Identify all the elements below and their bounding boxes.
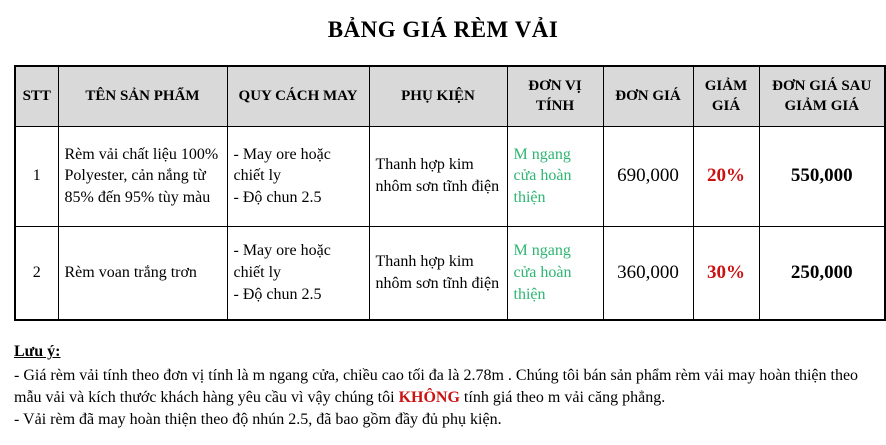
cell-discount: 20% (693, 126, 759, 226)
cell-unit-price: 690,000 (603, 126, 693, 226)
cell-sewing-spec (227, 226, 369, 320)
cell-stt: 2 (15, 226, 58, 320)
cell-product-name: Rèm voan trắng trơn (58, 226, 227, 320)
header-discount: GIẢM GIÁ (693, 66, 759, 126)
table-header-row (15, 66, 885, 126)
price-table (14, 65, 886, 321)
cell-stt: 1 (15, 126, 58, 226)
cell-product-name: Rèm vải chất liệu 100% Polyester, cản nắng từ 85% đến 95% tùy màu (58, 126, 227, 226)
header-unit-price: ĐƠN GIÁ (603, 66, 693, 126)
table-row (15, 226, 885, 320)
note-line-1 (14, 365, 876, 409)
cell-price-after-discount: 250,000 (759, 226, 885, 320)
cell-discount: 30% (693, 226, 759, 320)
cell-accessories: Thanh hợp kim nhôm sơn tĩnh điện (369, 226, 507, 320)
note-line-2: - Vải rèm đã may hoàn thiện theo độ nhún 2.5, đã bao gồm đầy đủ phụ kiện. (14, 411, 502, 429)
header-stt: STT (15, 66, 58, 126)
page-title: BẢNG GIÁ RÈM VẢI (327, 17, 559, 42)
cell-unit-price: 360,000 (603, 226, 693, 320)
header-unit: ĐƠN VỊ TÍNH (507, 66, 603, 126)
header-accessories: PHỤ KIỆN (369, 66, 507, 126)
cell-unit: M ngang cửa hoàn thiện (507, 226, 603, 320)
header-sewing-spec: QUY CÁCH MAY (227, 66, 369, 126)
spec-line: - May ore hoặc chiết ly (233, 145, 331, 185)
table-row (15, 126, 885, 226)
spec-line: - Độ chun 2.5 (233, 188, 322, 206)
notes-heading: Lưu ý: (14, 343, 61, 360)
cell-accessories: Thanh hợp kim nhôm sơn tĩnh điện (369, 126, 507, 226)
spec-line: - Độ chun 2.5 (233, 285, 322, 303)
spec-line: - May ore hoặc chiết ly (233, 242, 331, 281)
cell-sewing-spec (227, 126, 369, 226)
note-highlight-khong: KHÔNG (398, 389, 460, 407)
note-text: tính giá theo m vải căng phẳng. (459, 389, 666, 407)
cell-price-after-discount: 550,000 (759, 126, 885, 226)
notes-section (14, 341, 876, 431)
header-price-after-discount: ĐƠN GIÁ SAU GIẢM GIÁ (759, 66, 885, 126)
cell-unit: M ngang cửa hoàn thiện (507, 126, 603, 226)
header-product-name: TÊN SẢN PHẨM (58, 66, 227, 126)
note-text: - Giá rèm vải tính theo đơn vị tính là m ngang cửa, chiều cao tối đa là 2.78m . Chúng tôi bán sản phẩm rèm vải may hoàn thiện theo mẫu vải và kích thước khách hàng yêu cầu vì vậy chúng tôi (14, 367, 859, 407)
